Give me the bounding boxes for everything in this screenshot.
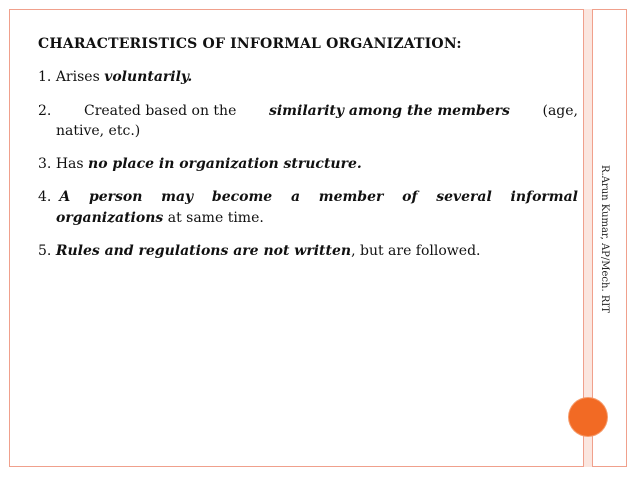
point-2: [38, 101, 578, 142]
point-text: Created based on the: [83, 102, 237, 119]
point-emphasis: Rules and regulations are not written: [55, 243, 352, 260]
point-number: 3.: [38, 156, 52, 173]
slide-heading: CHARACTERISTICS OF INFORMAL ORGANIZATION:: [38, 36, 462, 52]
point-emphasis: similarity among the members: [268, 102, 510, 119]
author-side-text: R.Arun Kumar, AP/Mech. RIT: [599, 165, 610, 313]
point-continuation-text: at same time.: [163, 209, 264, 226]
point-3: [38, 154, 578, 174]
point-continuation: [56, 208, 578, 228]
point-emphasis: [59, 187, 578, 207]
point-number: 4.: [38, 189, 52, 206]
point-emphasis: voluntarily.: [104, 69, 193, 86]
point-emphasis: no place in organization structure.: [88, 156, 362, 173]
point-number: 1.: [38, 69, 52, 86]
point-number: 5.: [38, 243, 52, 260]
point-4: [38, 187, 578, 228]
point-text: Arises: [55, 69, 105, 86]
point-1: [38, 67, 578, 87]
slide-content: [38, 34, 578, 274]
point-line: [38, 187, 578, 207]
point-emphasis-text: A person may become a member of several informal: [59, 189, 578, 206]
point-line: [38, 101, 578, 121]
point-continuation: native, etc.): [56, 122, 141, 139]
orange-circle-icon: [569, 398, 607, 436]
point-continuation-emphasis: organizations: [56, 209, 164, 226]
point-number: 2.: [38, 102, 52, 119]
point-text: Has: [55, 156, 89, 173]
point-text-after: (age,: [542, 102, 578, 119]
point-text-after: , but are followed.: [351, 243, 481, 260]
point-5: [38, 241, 578, 261]
